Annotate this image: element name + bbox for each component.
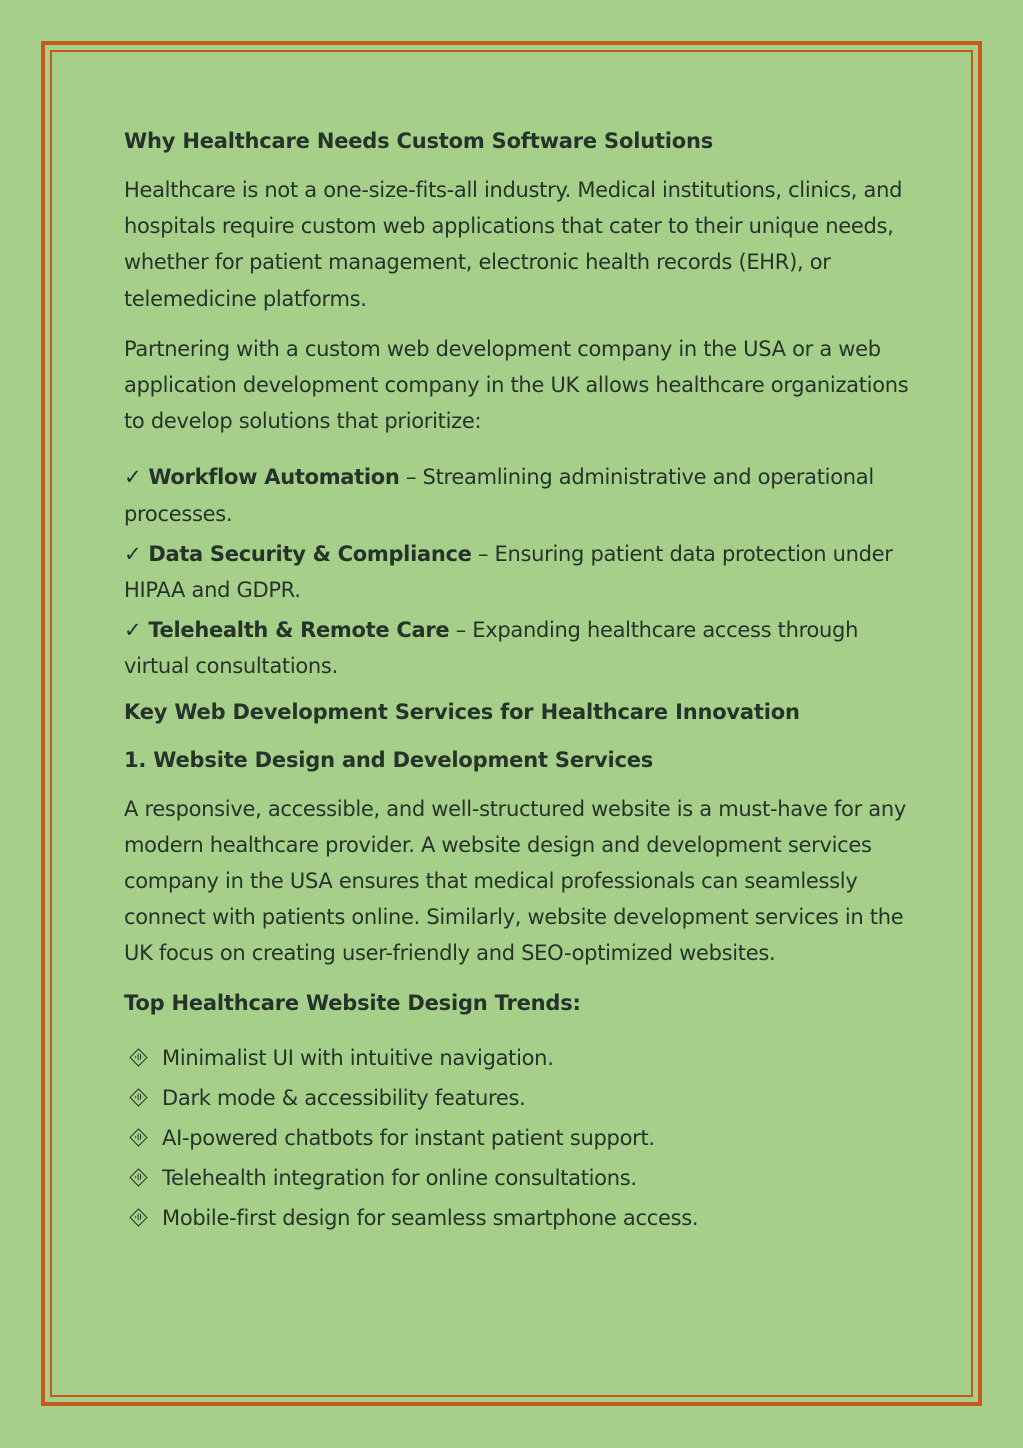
check-mark-icon: ✓ [124,541,142,566]
diamond-icon [130,1089,148,1107]
subheading-website-design: 1. Website Design and Development Services [124,747,654,772]
diamond-icon [130,1209,148,1227]
section-heading-key-services: Key Web Development Services for Healthcare Innovation [124,699,800,724]
checklist-item-description: – Streamlining administrative and operational processes. [124,465,874,526]
checklist-item [124,459,914,531]
checklist-item-title: Telehealth & Remote Care [148,618,450,643]
trends-list [124,1034,914,1236]
checklist-item-title: Workflow Automation [148,465,400,490]
checklist-item-description: – Expanding healthcare access through virtual consultations. [124,618,859,679]
paragraph-website-design: A responsive, accessible, and well-structured website is a must-have for any modern healthcare provider. A website design and development services company in the USA ensures that medical professionals can seamlessly connect with patients online. Similarly, website development services in the UK focus on creating user-friendly and SEO-optimized websites. [124,796,906,966]
trend-text: AI-powered chatbots for instant patient support. [162,1125,655,1150]
paragraph-partnering: Partnering with a custom web development company in the USA or a web application development company in the UK allows healthcare organizations to develop solutions that prioritize: [124,336,909,434]
list-item [124,1080,914,1116]
checklist-item [124,612,914,684]
list-item [124,1040,914,1076]
trends-heading: Top Healthcare Website Design Trends: [124,990,581,1015]
list-item [124,1200,914,1236]
checklist-item-title: Data Security & Compliance [148,541,472,566]
trend-text: Telehealth integration for online consultations. [162,1165,637,1190]
check-mark-icon: ✓ [124,465,142,490]
list-item [124,1120,914,1156]
diamond-icon [130,1049,148,1067]
trend-text: Minimalist UI with intuitive navigation. [162,1045,554,1070]
trend-text: Dark mode & accessibility features. [162,1085,526,1110]
section-heading-why-custom: Why Healthcare Needs Custom Software Solutions [124,129,714,153]
paragraph-intro: Healthcare is not a one-size-fits-all industry. Medical institutions, clinics, and hospitals require custom web applications that cater to their unique needs, whether for patient management, electronic health records (EHR), or telemedicine platforms. [124,178,903,311]
trend-text: Mobile-first design for seamless smartphone access. [162,1205,699,1230]
document-content [124,124,914,1240]
diamond-icon [130,1129,148,1147]
checklist-item [124,536,914,608]
priorities-checklist [124,453,914,684]
check-mark-icon: ✓ [124,618,142,643]
diamond-icon [130,1169,148,1187]
list-item [124,1160,914,1196]
checklist-item-description: – Ensuring patient data protection under HIPAA and GDPR. [124,541,893,603]
